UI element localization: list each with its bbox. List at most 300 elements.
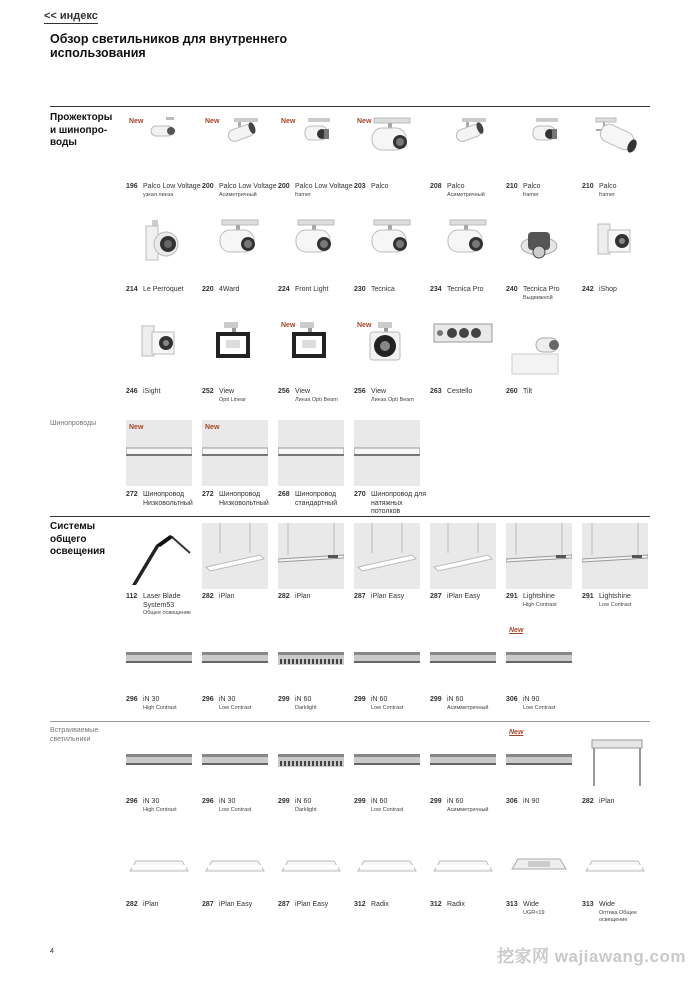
- framer-spot-icon: [506, 114, 572, 180]
- product-page-number: 313: [582, 901, 594, 908]
- product-page-number: 200: [278, 183, 290, 190]
- product-name: iPlan Easy: [295, 901, 329, 908]
- product-name: iN 60: [295, 798, 312, 805]
- product-caption: [126, 183, 206, 199]
- product-page-number: 312: [430, 901, 442, 908]
- product-item[interactable]: [506, 330, 572, 396]
- product-item[interactable]: [126, 114, 201, 198]
- product-page-number: 196: [126, 183, 138, 190]
- product-page-number: 299: [430, 696, 442, 703]
- product-subtitle: Асимметричный: [447, 806, 489, 813]
- product-item[interactable]: [506, 114, 572, 198]
- new-badge: New: [129, 424, 144, 431]
- product-caption: [202, 491, 282, 508]
- product-item[interactable]: [582, 216, 648, 293]
- product-page-number: 306: [506, 696, 518, 703]
- linear-profile-icon: [430, 728, 496, 794]
- product-caption: [582, 593, 662, 609]
- product-name: Tecnica Pro: [523, 286, 560, 293]
- product-name: Palco: [371, 183, 389, 190]
- product-name: Tecnica: [371, 286, 395, 293]
- product-item[interactable]: [430, 728, 496, 813]
- pendant-linear-icon: [278, 523, 344, 589]
- product-caption: [430, 388, 510, 397]
- product-caption: [126, 696, 206, 712]
- product-page-number: 287: [430, 593, 442, 600]
- product-thumbnail: [202, 728, 268, 794]
- product-thumbnail: [354, 420, 420, 486]
- product-caption: [582, 798, 662, 807]
- product-name: 4Ward: [219, 286, 240, 293]
- product-thumbnail: [582, 523, 648, 589]
- section-divider: [50, 106, 650, 107]
- recessed-panel-icon: [278, 831, 344, 897]
- linear-profile-icon: [506, 728, 572, 794]
- product-item[interactable]: [278, 420, 344, 507]
- product-name: iPlan: [295, 593, 311, 600]
- linear-profile-icon: [126, 626, 192, 692]
- product-name: iPlan Easy: [371, 593, 405, 600]
- product-item[interactable]: [126, 420, 193, 507]
- product-item[interactable]: [506, 216, 572, 301]
- product-name: Lightshine: [523, 593, 555, 600]
- product-caption: [202, 798, 282, 814]
- pendant-panel-icon: [354, 523, 420, 589]
- product-page-number: 242: [582, 286, 594, 293]
- product-caption: [202, 388, 282, 404]
- product-page-number: 296: [126, 696, 138, 703]
- product-caption: [506, 593, 586, 609]
- product-caption: [126, 388, 206, 397]
- product-subtitle: framer: [295, 191, 311, 198]
- back-to-index-link[interactable]: << индекс: [44, 10, 98, 22]
- product-thumbnail: [202, 318, 268, 384]
- product-item[interactable]: [430, 114, 496, 198]
- product-item[interactable]: [126, 318, 192, 395]
- product-subtitle: High Contrast: [523, 601, 557, 608]
- product-caption: [202, 593, 282, 602]
- product-caption: [430, 183, 510, 199]
- linear-profile-icon: [430, 626, 496, 692]
- product-thumbnail: [430, 216, 496, 282]
- product-page-number: 296: [202, 696, 214, 703]
- product-name: Шинопровод Низковольтный: [219, 491, 269, 507]
- product-subtitle: узкая линза: [143, 191, 174, 198]
- box-spot-icon: [582, 216, 648, 282]
- pendant-linear-icon: [506, 523, 572, 589]
- product-item[interactable]: [506, 626, 572, 711]
- product-name: iPlan Easy: [447, 593, 481, 600]
- product-name: iN 60: [447, 798, 464, 805]
- product-item[interactable]: [126, 523, 192, 616]
- product-page-number: 282: [582, 798, 594, 805]
- recessed-spot-icon: [506, 216, 572, 282]
- product-subtitle: Асимметричный: [447, 704, 489, 711]
- product-thumbnail: [126, 523, 192, 589]
- product-name: Шинопровод для натяжных потолков: [371, 491, 427, 515]
- pendant-linear-icon: [582, 523, 648, 589]
- product-name: iShop: [599, 286, 617, 293]
- product-thumbnail: [354, 216, 420, 282]
- product-page-number: 112: [126, 593, 138, 600]
- product-item[interactable]: [582, 523, 648, 608]
- product-subtitle: Low Contrast: [219, 704, 252, 711]
- product-caption: [506, 388, 586, 397]
- product-thumbnail: [430, 114, 496, 180]
- product-thumbnail: [202, 420, 268, 486]
- product-thumbnail: [430, 728, 496, 794]
- product-item[interactable]: [354, 114, 420, 190]
- watermark: 挖家网 wajiawang.com: [497, 947, 686, 966]
- product-thumbnail: [126, 216, 192, 282]
- product-thumbnail: [126, 626, 192, 692]
- new-badge: New: [509, 729, 524, 736]
- product-subtitle: Opti Linear: [219, 396, 246, 403]
- product-caption: [202, 901, 282, 910]
- product-item[interactable]: [582, 831, 648, 923]
- product-page-number: 313: [506, 901, 518, 908]
- product-page-number: 210: [582, 183, 594, 190]
- product-thumbnail: [354, 831, 420, 897]
- product-page-number: 240: [506, 286, 518, 293]
- track-spot-icon: [202, 216, 268, 282]
- product-page-number: 263: [430, 388, 442, 395]
- product-item[interactable]: [430, 318, 496, 395]
- product-thumbnail: [278, 318, 344, 384]
- product-page-number: 287: [278, 901, 290, 908]
- new-badge: New: [205, 424, 220, 431]
- product-subtitle: UGR<19: [523, 909, 545, 916]
- product-caption: [430, 798, 510, 814]
- product-name: iN 90: [523, 696, 540, 703]
- product-name: Radix: [447, 901, 465, 908]
- linear-profile-icon: [354, 626, 420, 692]
- product-caption: [430, 593, 510, 602]
- product-item[interactable]: [202, 216, 268, 293]
- product-page-number: 234: [430, 286, 442, 293]
- product-thumbnail: [582, 728, 648, 794]
- product-name: iPlan Easy: [219, 901, 253, 908]
- product-name: Radix: [371, 901, 389, 908]
- linear-profile-icon: [506, 626, 572, 692]
- product-name: Шинопровод Низковольтный: [143, 491, 193, 507]
- linear-profile-icon: [202, 728, 268, 794]
- product-name: iN 30: [219, 696, 236, 703]
- product-caption: [354, 183, 434, 192]
- linear-profile-icon: [202, 626, 268, 692]
- product-thumbnail: [126, 420, 192, 486]
- product-caption: [430, 901, 510, 910]
- product-item[interactable]: [506, 523, 572, 608]
- product-item[interactable]: [354, 318, 420, 403]
- product-subtitle: Оптика Общее освещение: [599, 909, 637, 923]
- product-caption: [582, 183, 662, 199]
- product-caption: [506, 901, 586, 917]
- product-name: Palco Low Voltage: [143, 183, 201, 190]
- product-caption: [506, 798, 586, 807]
- product-subtitle: Low Contrast: [219, 806, 252, 813]
- product-page-number: 203: [354, 183, 366, 190]
- product-item[interactable]: [126, 216, 192, 293]
- product-subtitle: framer: [599, 191, 615, 198]
- product-caption: [126, 286, 206, 295]
- product-subtitle: Асиметричный: [219, 191, 257, 198]
- product-item[interactable]: [582, 114, 648, 198]
- darklight-profile-icon: [278, 626, 344, 692]
- product-subtitle: Выдвижной: [523, 294, 553, 301]
- darklight-profile-icon: [278, 728, 344, 794]
- product-thumbnail: [506, 626, 572, 692]
- product-thumbnail: [278, 114, 344, 180]
- product-thumbnail: [506, 831, 572, 897]
- product-page-number: 299: [430, 798, 442, 805]
- product-item[interactable]: [278, 626, 344, 711]
- product-page-number: 224: [278, 286, 290, 293]
- product-item[interactable]: [354, 420, 427, 515]
- product-thumbnail: [582, 216, 648, 282]
- product-page-number: 291: [506, 593, 518, 600]
- product-caption: [506, 696, 586, 712]
- product-thumbnail: [354, 523, 420, 589]
- product-page-number: 210: [506, 183, 518, 190]
- product-name: iN 60: [371, 696, 388, 703]
- product-name: Шинопровод стандартный: [295, 491, 338, 507]
- product-page-number: 287: [354, 593, 366, 600]
- product-item[interactable]: [126, 626, 192, 711]
- product-item[interactable]: [202, 420, 269, 507]
- product-thumbnail: [278, 626, 344, 692]
- product-name: iN 30: [143, 696, 160, 703]
- product-item[interactable]: [278, 318, 344, 403]
- product-page-number: 291: [582, 593, 594, 600]
- product-caption: [202, 286, 282, 295]
- product-name: iN 90: [523, 798, 540, 805]
- product-caption: [354, 901, 434, 910]
- recessed-panel-icon: [430, 831, 496, 897]
- product-page-number: 306: [506, 798, 518, 805]
- product-page-number: 282: [202, 593, 214, 600]
- product-name: View: [371, 388, 387, 395]
- product-item[interactable]: [354, 728, 420, 813]
- product-name: View: [219, 388, 235, 395]
- product-item[interactable]: [430, 831, 496, 908]
- product-item[interactable]: [430, 216, 496, 293]
- square-spot-icon: [202, 318, 268, 384]
- product-page-number: 272: [126, 491, 138, 498]
- product-item[interactable]: [126, 728, 192, 813]
- laser-blade-icon: [126, 523, 192, 589]
- product-page-number: 299: [354, 798, 366, 805]
- product-thumbnail: [354, 114, 420, 180]
- subsection-label-recessed: Встраиваемые светильники: [50, 727, 99, 743]
- product-thumbnail: [506, 728, 572, 794]
- tilt-spot-icon: [506, 330, 572, 396]
- product-item[interactable]: [430, 626, 496, 711]
- product-page-number: 272: [202, 491, 214, 498]
- product-page-number: 256: [354, 388, 366, 395]
- product-caption: [354, 696, 434, 712]
- product-caption: [354, 388, 434, 404]
- product-item[interactable]: [430, 523, 496, 600]
- product-page-number: 214: [126, 286, 138, 293]
- product-thumbnail: [126, 318, 192, 384]
- product-thumbnail: [126, 831, 192, 897]
- product-caption: [126, 491, 206, 508]
- product-name: Palco Low Voltage: [219, 183, 277, 190]
- product-item[interactable]: [202, 318, 268, 403]
- product-name: Front Light: [295, 286, 329, 293]
- product-subtitle: Low Contrast: [523, 704, 556, 711]
- product-caption: [430, 696, 510, 712]
- product-subtitle: Асиметричный: [447, 191, 485, 198]
- recessed-panel-icon: [582, 831, 648, 897]
- product-thumbnail: [430, 523, 496, 589]
- product-thumbnail: [278, 831, 344, 897]
- product-subtitle: Линза Opti Beam: [371, 396, 414, 403]
- product-caption: [278, 593, 358, 602]
- pendant-panel-icon: [430, 523, 496, 589]
- new-badge: New: [357, 118, 372, 125]
- product-page-number: 200: [202, 183, 214, 190]
- product-thumbnail: [354, 728, 420, 794]
- product-item[interactable]: [506, 831, 572, 916]
- product-page-number: 282: [126, 901, 138, 908]
- product-item[interactable]: [278, 114, 353, 198]
- product-thumbnail: [354, 318, 420, 384]
- product-item[interactable]: [354, 831, 420, 908]
- product-page-number: 282: [278, 593, 290, 600]
- track-spot-icon: [354, 216, 420, 282]
- section-divider: [50, 516, 650, 517]
- product-name: iN 30: [143, 798, 160, 805]
- product-name: iPlan: [219, 593, 235, 600]
- product-thumbnail: [582, 831, 648, 897]
- product-item[interactable]: [278, 523, 344, 600]
- product-thumbnail: [202, 216, 268, 282]
- product-subtitle: framer: [523, 191, 539, 198]
- product-item[interactable]: [278, 216, 344, 293]
- product-caption: [354, 286, 434, 295]
- track-rail-icon: [278, 420, 344, 486]
- product-item[interactable]: [354, 216, 420, 293]
- product-page-number: 260: [506, 388, 518, 395]
- product-subtitle: Low Contrast: [371, 806, 404, 813]
- new-badge: New: [281, 118, 296, 125]
- new-badge: New: [357, 322, 372, 329]
- linear-profile-icon: [354, 728, 420, 794]
- new-badge: New: [129, 118, 144, 125]
- product-caption: [278, 491, 358, 508]
- product-name: iN 60: [295, 696, 312, 703]
- product-name: Palco: [523, 183, 541, 190]
- product-thumbnail: [202, 114, 268, 180]
- product-thumbnail: [278, 216, 344, 282]
- product-item[interactable]: [202, 114, 277, 198]
- product-item[interactable]: [202, 626, 268, 711]
- product-item[interactable]: [354, 626, 420, 711]
- product-name: Wide: [523, 901, 539, 908]
- product-thumbnail: [278, 523, 344, 589]
- page-number: 4: [50, 948, 54, 955]
- product-item[interactable]: [126, 831, 192, 908]
- product-page-number: 208: [430, 183, 442, 190]
- product-item[interactable]: [582, 728, 648, 805]
- product-thumbnail: [430, 318, 496, 384]
- product-caption: [126, 798, 206, 814]
- track-rail-icon: [354, 420, 420, 486]
- product-page-number: 220: [202, 286, 214, 293]
- product-item[interactable]: [202, 728, 268, 813]
- product-page-number: 296: [202, 798, 214, 805]
- product-subtitle: Low Contrast: [599, 601, 632, 608]
- product-subtitle: Low Contrast: [371, 704, 404, 711]
- product-item[interactable]: [278, 728, 344, 813]
- product-caption: [278, 798, 358, 814]
- product-name: Le Perroquet: [143, 286, 184, 293]
- product-caption: [278, 183, 358, 199]
- product-name: View: [295, 388, 311, 395]
- product-subtitle: High Contrast: [143, 704, 177, 711]
- product-name: Palco: [447, 183, 465, 190]
- product-name: Cestello: [447, 388, 473, 395]
- product-caption: [354, 593, 434, 602]
- linear-profile-icon: [126, 728, 192, 794]
- product-name: Lightshine: [599, 593, 631, 600]
- product-item[interactable]: [202, 831, 268, 908]
- new-badge: New: [205, 118, 220, 125]
- product-thumbnail: [354, 626, 420, 692]
- product-page-number: 296: [126, 798, 138, 805]
- product-name: iN 30: [219, 798, 236, 805]
- product-name: iPlan: [143, 901, 159, 908]
- product-name: iN 60: [447, 696, 464, 703]
- product-page-number: 268: [278, 491, 290, 498]
- product-name: Laser Blade System53: [143, 593, 181, 609]
- long-spot-icon: [582, 114, 648, 180]
- product-caption: [202, 183, 282, 199]
- product-caption: [278, 901, 358, 910]
- product-page-number: 299: [354, 696, 366, 703]
- product-thumbnail: [506, 330, 572, 396]
- product-page-number: 299: [278, 696, 290, 703]
- product-subtitle: Общее освещение: [143, 610, 191, 616]
- product-page-number: 270: [354, 491, 366, 498]
- product-thumbnail: [278, 420, 344, 486]
- recessed-panel-icon: [202, 831, 268, 897]
- product-item[interactable]: [506, 728, 572, 805]
- product-item[interactable]: [202, 523, 268, 600]
- section-title-general-lighting: Системы общего освещения: [50, 521, 106, 557]
- product-name: Palco: [599, 183, 617, 190]
- product-name: Tecnica Pro: [447, 286, 484, 293]
- product-name: iPlan: [599, 798, 615, 805]
- product-thumbnail: [506, 216, 572, 282]
- product-caption: [202, 696, 282, 712]
- product-item[interactable]: [278, 831, 344, 908]
- pendant-panel-icon: [202, 523, 268, 589]
- product-name: Palco Low Voltage: [295, 183, 353, 190]
- product-caption: [354, 798, 434, 814]
- product-name: Tilt: [523, 388, 533, 395]
- product-page-number: 252: [202, 388, 214, 395]
- recessed-panel-icon: [354, 831, 420, 897]
- product-subtitle: Линза Opti Beam: [295, 396, 338, 403]
- product-item[interactable]: [354, 523, 420, 600]
- product-caption: [506, 286, 586, 302]
- product-page-number: 287: [202, 901, 214, 908]
- product-thumbnail: [126, 114, 192, 180]
- product-caption: [582, 286, 662, 295]
